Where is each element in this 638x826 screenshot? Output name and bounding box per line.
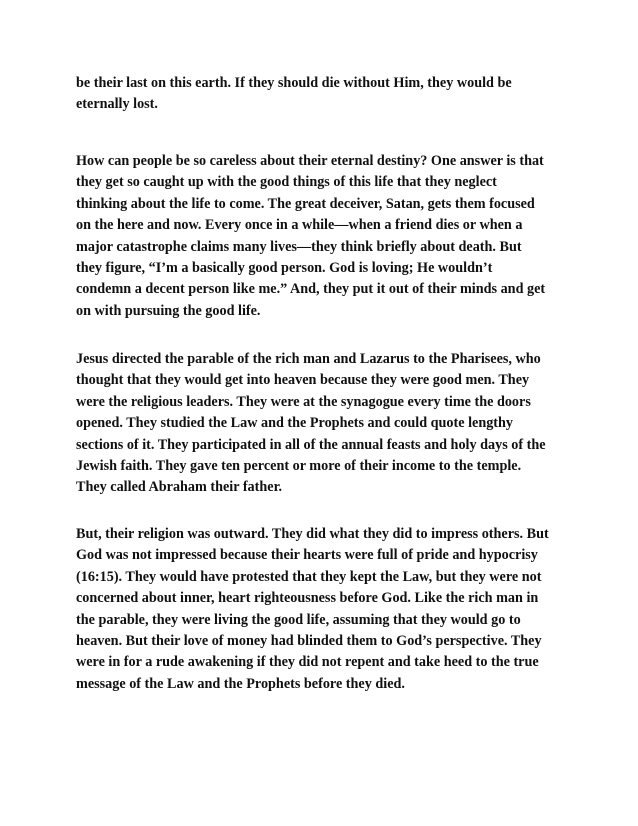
paragraph-3 [76, 349, 566, 499]
text-line: sections of it. They participated in all of the annual feasts and holy days of the [76, 436, 546, 453]
text-line: But, their religion was outward. They did what they did to impress others. But [76, 526, 549, 542]
paragraph-1 [76, 73, 566, 116]
text-line: were the religious leaders. They were at the synagogue every time the doors [76, 393, 531, 410]
text-line: Jesus directed the parable of the rich man and Lazarus to the Pharisees, who [76, 351, 541, 367]
text-line: thought that they would get into heaven because they were good men. They [76, 372, 530, 389]
text-line: condemn a decent person like me.” And, they put it out of their minds and get [76, 281, 546, 298]
text-line: (16:15). They would have protested that they kept the Law, but they were not [76, 568, 542, 585]
paragraph-4 [76, 524, 566, 695]
text-line: God was not impressed because their hearts were full of pride and hypocrisy [76, 547, 538, 564]
text-line: Jewish faith. They gave ten percent or more of their income to the temple. [76, 458, 522, 475]
text-line: they figure, “I’m a basically good person. God is loving; He wouldn’t [76, 260, 493, 277]
text-line: on the here and now. Every once in a while—when a friend dies or when a [76, 217, 523, 234]
text-line: How can people be so careless about their eternal destiny? One answer is that [76, 153, 544, 169]
text-line: the parable, they were living the good life, assuming that they would go to [76, 611, 521, 628]
text-line: They called Abraham their father. [76, 479, 283, 496]
text-line: on with pursuing the good life. [76, 302, 261, 319]
text-line: be their last on this earth. If they should die without Him, they would be [76, 75, 512, 91]
text-line: thinking about the life to come. The great deceiver, Satan, gets them focused [76, 195, 535, 212]
text-line: concerned about inner, heart righteousness before God. Like the rich man in [76, 590, 539, 607]
text-line: major catastrophe claims many lives—they think briefly about death. But [76, 238, 522, 255]
text-line: opened. They studied the Law and the Prophets and could quote lengthy [76, 415, 514, 432]
text-line: were in for a rude awakening if they did not repent and take heed to the true [76, 654, 539, 671]
text-line: they get so caught up with the good things of this life that they neglect [76, 174, 497, 191]
text-line: message of the Law and the Prophets before they died. [76, 675, 405, 692]
text-line: heaven. But their love of money had blinded them to God’s perspective. They [76, 633, 542, 650]
paragraph-2 [76, 151, 566, 322]
text-line: eternally lost. [76, 96, 158, 113]
